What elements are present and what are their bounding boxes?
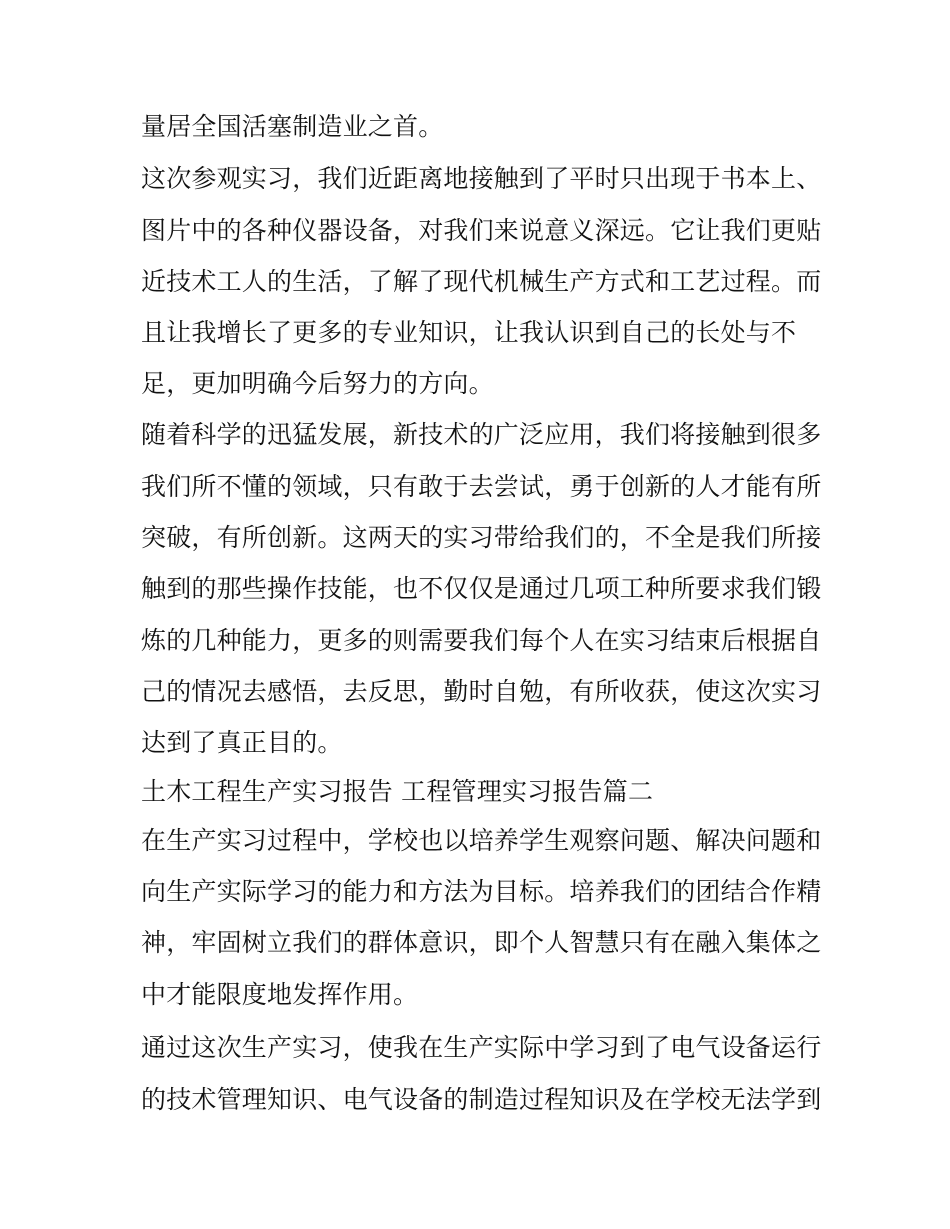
text-line: 中才能限度地发挥作用。 — [141, 980, 419, 1009]
text-line: 图片中的各种仪器设备，对我们来说意义深远。它让我们更贴 — [141, 216, 822, 245]
text-line: 己的情况去感悟，去反思，勤时自勉，有所收获，使这次实习 — [141, 677, 822, 706]
section-heading: 土木工程生产实习报告 工程管理实习报告篇二 — [141, 777, 654, 806]
text-line: 的技术管理知识、电气设备的制造过程知识及在学校无法学到 — [141, 1085, 822, 1114]
text-line: 突破，有所创新。这两天的实习带给我们的，不全是我们所接 — [141, 523, 822, 552]
text-line: 触到的那些操作技能，也不仅仅是通过几项工种所要求我们锻 — [141, 574, 822, 603]
text-line: 炼的几种能力，更多的则需要我们每个人在实习结束后根据自 — [141, 626, 822, 655]
text-line: 通过这次生产实习，使我在生产实际中学习到了电气设备运行 — [141, 1033, 822, 1062]
text-line: 量居全国活塞制造业之首。 — [141, 112, 444, 141]
text-line: 这次参观实习，我们近距离地接触到了平时只出现于书本上、 — [141, 164, 822, 193]
text-line: 我们所不懂的领域，只有敢于去尝试，勇于创新的人才能有所 — [141, 472, 822, 501]
text-line: 足，更加明确今后努力的方向。 — [141, 369, 494, 398]
text-line: 且让我增长了更多的专业知识，让我认识到自己的长处与不 — [141, 318, 797, 347]
text-line: 在生产实习过程中，学校也以培养学生观察问题、解决问题和 — [141, 826, 822, 855]
text-line: 神，牢固树立我们的群体意识，即个人智慧只有在融入集体之 — [141, 928, 822, 957]
text-line: 达到了真正目的。 — [141, 728, 343, 757]
text-line: 向生产实际学习的能力和方法为目标。培养我们的团结合作精 — [141, 877, 822, 906]
text-line: 近技术工人的生活，了解了现代机械生产方式和工艺过程。而 — [141, 267, 822, 296]
text-line: 随着科学的迅猛发展，新技术的广泛应用，我们将接触到很多 — [141, 420, 822, 449]
